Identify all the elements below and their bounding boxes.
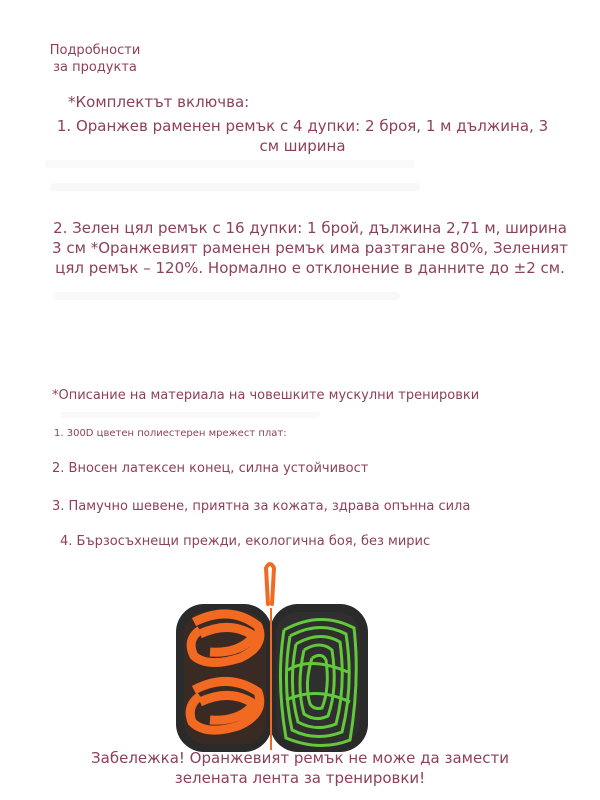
kit-item-2-line-2: 3 см *Оранжевият раменен ремък има разтягане 80%, Зеленият xyxy=(52,239,568,257)
kit-includes-title: *Комплектът включва: xyxy=(68,93,250,111)
note-line-1: Забележка! Оранжевият ремък не може да замести xyxy=(91,749,509,767)
case-pull-loop xyxy=(266,564,274,604)
material-item-3: 3. Памучно шевене, приятна за кожата, здрава опънна сила xyxy=(52,499,471,514)
material-item-1: 1. 300D цветен полиестерен мрежест плат: xyxy=(54,428,287,439)
case-right-lining xyxy=(276,612,360,744)
faint-watermark-line xyxy=(50,183,420,191)
kit-item-2 xyxy=(40,218,580,278)
material-item-4: 4. Бързосъхнещи прежди, екологична боя, без мирис xyxy=(60,534,431,549)
material-description-title: *Описание на материала на човешките мускулни тренировки xyxy=(52,388,480,403)
kit-item-2-line-3: цял ремък – 120%. Нормално е отклонение в данните до ±2 см. xyxy=(55,259,565,277)
material-item-2: 2. Вносен латексен конец, силна устойчивост xyxy=(52,461,369,476)
resistance-bands-case-image xyxy=(170,560,375,760)
product-details-line-1: Подробности xyxy=(49,43,141,58)
kit-item-1-line-2: см ширина xyxy=(259,137,346,155)
kit-item-2-line-1: 2. Зелен цял ремък с 16 дупки: 1 брой, дължина 2,71 м, ширина xyxy=(53,219,567,237)
product-details-line-2: за продукта xyxy=(53,60,137,75)
faint-watermark-line xyxy=(60,412,320,418)
note-warning xyxy=(40,748,560,788)
kit-item-1-line-1: 1. Оранжев раменен ремък с 4 дупки: 2 броя, 1 м дължина, 3 xyxy=(56,117,549,135)
product-details-heading xyxy=(40,42,150,76)
faint-watermark-line xyxy=(55,292,400,300)
faint-watermark-line xyxy=(45,160,415,168)
note-line-2: зелената лента за тренировки! xyxy=(174,769,426,787)
kit-item-1 xyxy=(40,116,565,156)
